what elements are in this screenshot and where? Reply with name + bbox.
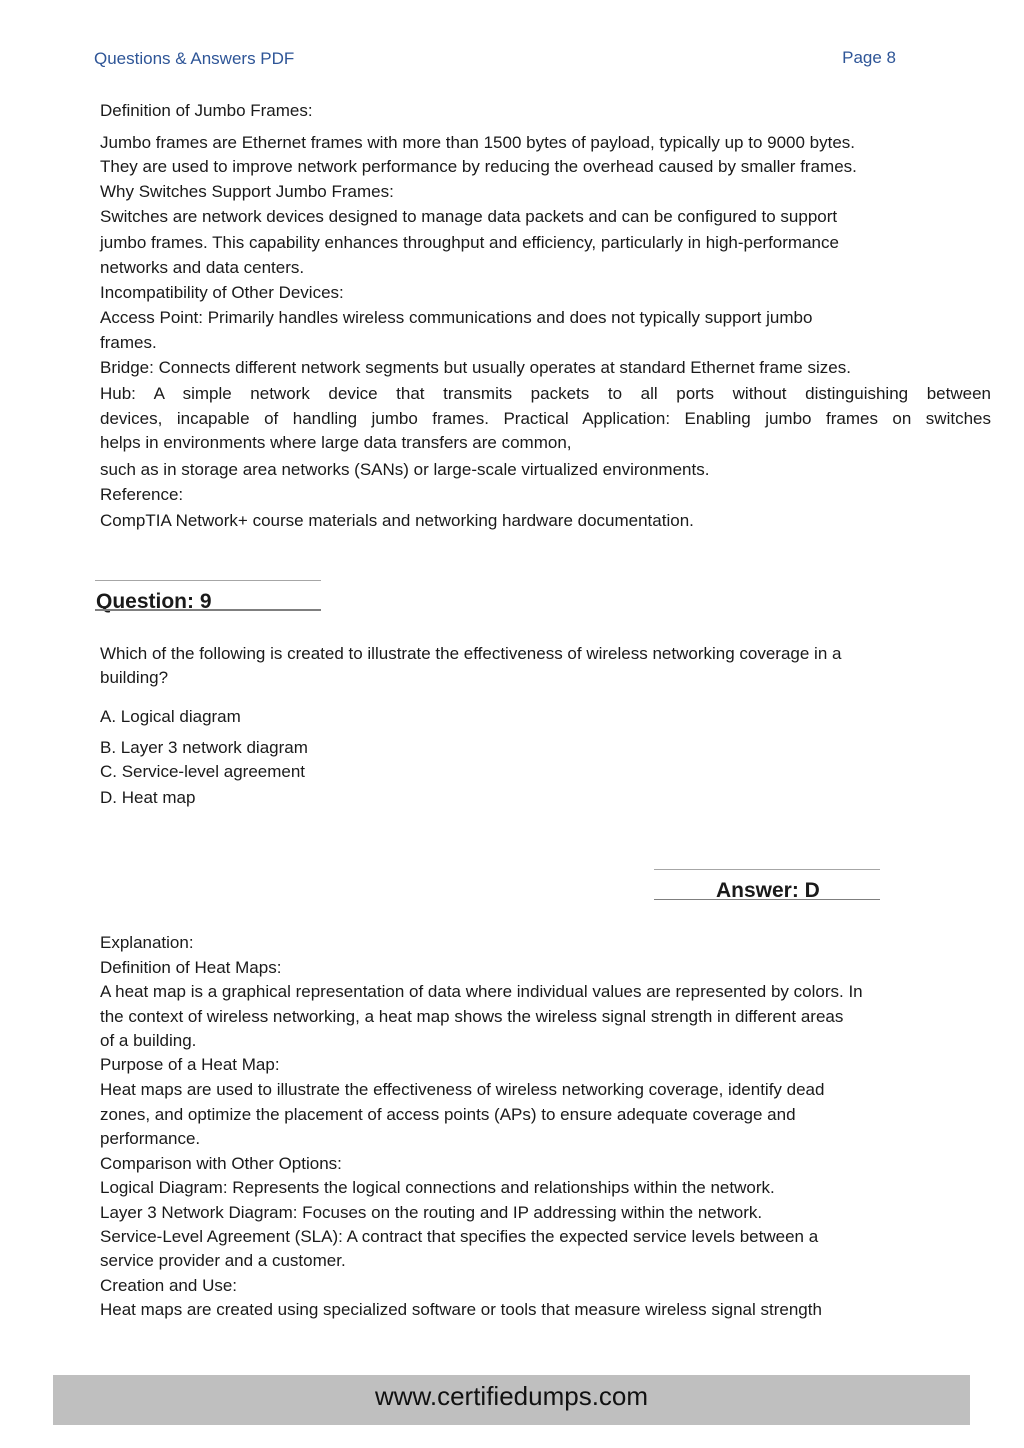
prev-line: Bridge: Connects different network segments but usually operates at standard Ethernet frame sizes. xyxy=(100,358,851,377)
prev-line: networks and data centers. xyxy=(100,258,305,277)
prev-line: Reference: xyxy=(100,485,184,504)
prev-line: Jumbo frames are Ethernet frames with more than 1500 bytes of payload, typically up to 9000 bytes. xyxy=(100,133,856,152)
explanation-line: Heat maps are created using specialized software or tools that measure wireless signal strength xyxy=(100,1300,822,1319)
question-top-rule xyxy=(95,580,321,581)
prev-line: Incompatibility of Other Devices: xyxy=(100,283,344,302)
explanation-line: the context of wireless networking, a heat map shows the wireless signal strength in different areas xyxy=(100,1007,844,1026)
prev-line: Hub: A simple network device that transmits packets to all ports without distinguishing between xyxy=(100,384,991,403)
explanation-line: A heat map is a graphical representation of data where individual values are represented by colors. In xyxy=(100,982,863,1001)
prev-line: devices, incapable of handling jumbo frames. Practical Application: Enabling jumbo frames on switches xyxy=(100,409,991,428)
explanation-line: Comparison with Other Options: xyxy=(100,1154,342,1173)
prev-line: Switches are network devices designed to manage data packets and can be configured to support xyxy=(100,207,838,226)
explanation-line: Purpose of a Heat Map: xyxy=(100,1055,280,1074)
prev-line: Access Point: Primarily handles wireless communications and does not typically support jumbo xyxy=(100,308,813,327)
footer-bar xyxy=(53,1375,970,1425)
question-line: Which of the following is created to illustrate the effectiveness of wireless networking coverage in a xyxy=(100,644,842,663)
explanation-line: Heat maps are used to illustrate the effectiveness of wireless networking coverage, identify dead xyxy=(100,1080,825,1099)
explanation-line: zones, and optimize the placement of access points (APs) to ensure adequate coverage and xyxy=(100,1105,796,1124)
explanation-line: Layer 3 Network Diagram: Focuses on the routing and IP addressing within the network. xyxy=(100,1203,763,1222)
explanation-line: of a building. xyxy=(100,1031,197,1050)
prev-line: frames. xyxy=(100,333,157,352)
explanation-line: Logical Diagram: Represents the logical connections and relationships within the network. xyxy=(100,1178,775,1197)
answer-underline xyxy=(654,899,880,900)
prev-line: jumbo frames. This capability enhances throughput and efficiency, particularly in high-performance xyxy=(100,233,839,252)
prev-line: They are used to improve network performance by reducing the overhead caused by smaller frames. xyxy=(100,157,857,176)
answer-heading: Answer: D xyxy=(716,879,820,902)
explanation-line: Definition of Heat Maps: xyxy=(100,958,282,977)
answer-top-rule xyxy=(654,869,880,870)
page-header xyxy=(94,48,896,72)
explanation-line: service provider and a customer. xyxy=(100,1251,346,1270)
prev-line: such as in storage area networks (SANs) or large-scale virtualized environments. xyxy=(100,460,710,479)
explanation-line: Explanation: xyxy=(100,933,194,952)
prev-line: Why Switches Support Jumbo Frames: xyxy=(100,182,394,201)
prev-line: CompTIA Network+ course materials and networking hardware documentation. xyxy=(100,511,694,530)
question-heading: Question: 9 xyxy=(96,590,212,613)
question-underline xyxy=(95,609,321,611)
explanation-line: performance. xyxy=(100,1129,201,1148)
prev-line: Definition of Jumbo Frames: xyxy=(100,101,313,120)
option-d: D. Heat map xyxy=(100,788,196,807)
page-number: Page 8 xyxy=(842,48,896,67)
option-a: A. Logical diagram xyxy=(100,707,241,726)
footer-url[interactable]: www.certifiedumps.com xyxy=(374,1381,649,1411)
explanation-line: Service-Level Agreement (SLA): A contract that specifies the expected service levels between a xyxy=(100,1227,819,1246)
option-c: C. Service-level agreement xyxy=(100,762,306,781)
prev-line: helps in environments where large data transfers are common, xyxy=(100,433,572,452)
header-title: Questions & Answers PDF xyxy=(94,49,295,68)
question-line: building? xyxy=(100,668,169,687)
option-b: B. Layer 3 network diagram xyxy=(100,738,308,757)
explanation-line: Creation and Use: xyxy=(100,1276,238,1295)
